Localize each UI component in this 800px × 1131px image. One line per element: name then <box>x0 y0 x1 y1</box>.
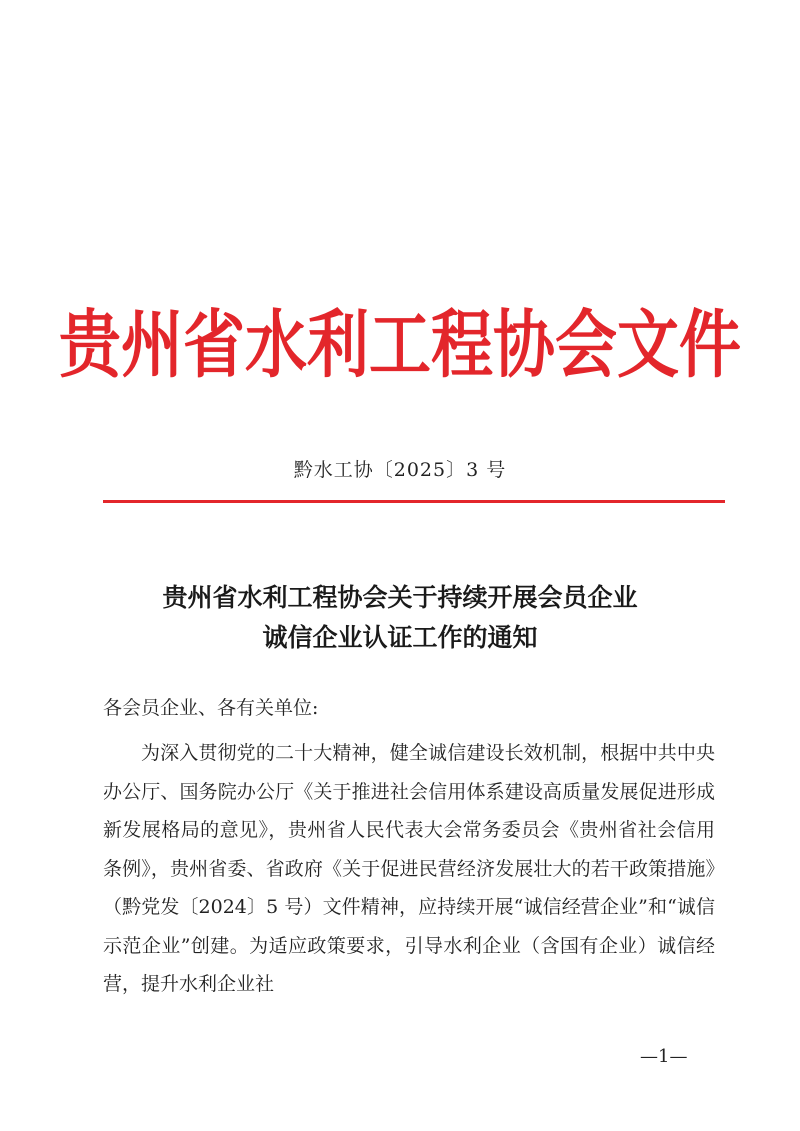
page-number: —1— <box>640 1046 688 1067</box>
notice-title-line-2: 诚信企业认证工作的通知 <box>262 623 538 652</box>
notice-title <box>0 578 800 658</box>
document-masthead: 贵州省水利工程协会文件 <box>58 301 741 388</box>
document-number: 黔水工协〔2025〕3 号 <box>293 459 507 481</box>
body-paragraph: 为深入贯彻党的二十大精神，健全诚信建设长效机制，根据中共中央办公厅、国务院办公厅《关于推进社会信用体系建设高质量发展促进形成新发展格局的意见》，贵州省人民代表大会常务委员会《贵州省社会信用条例》，贵州省委、省政府《关于促进民营经济发展壮大的若干政策措施》（黔党发〔2024〕5 号）文件精神，应持续开展“诚信经营企业”和“诚信示范企业”创建。为适应政策要求，引导水利企业（含国有企业）诚信经营，提升水利企业社 <box>103 742 715 995</box>
salutation: 各会员企业、各有关单位: <box>103 697 319 719</box>
notice-title-line-1: 贵州省水利工程协会关于持续开展会员企业 <box>162 583 638 612</box>
red-divider-line <box>103 500 725 503</box>
